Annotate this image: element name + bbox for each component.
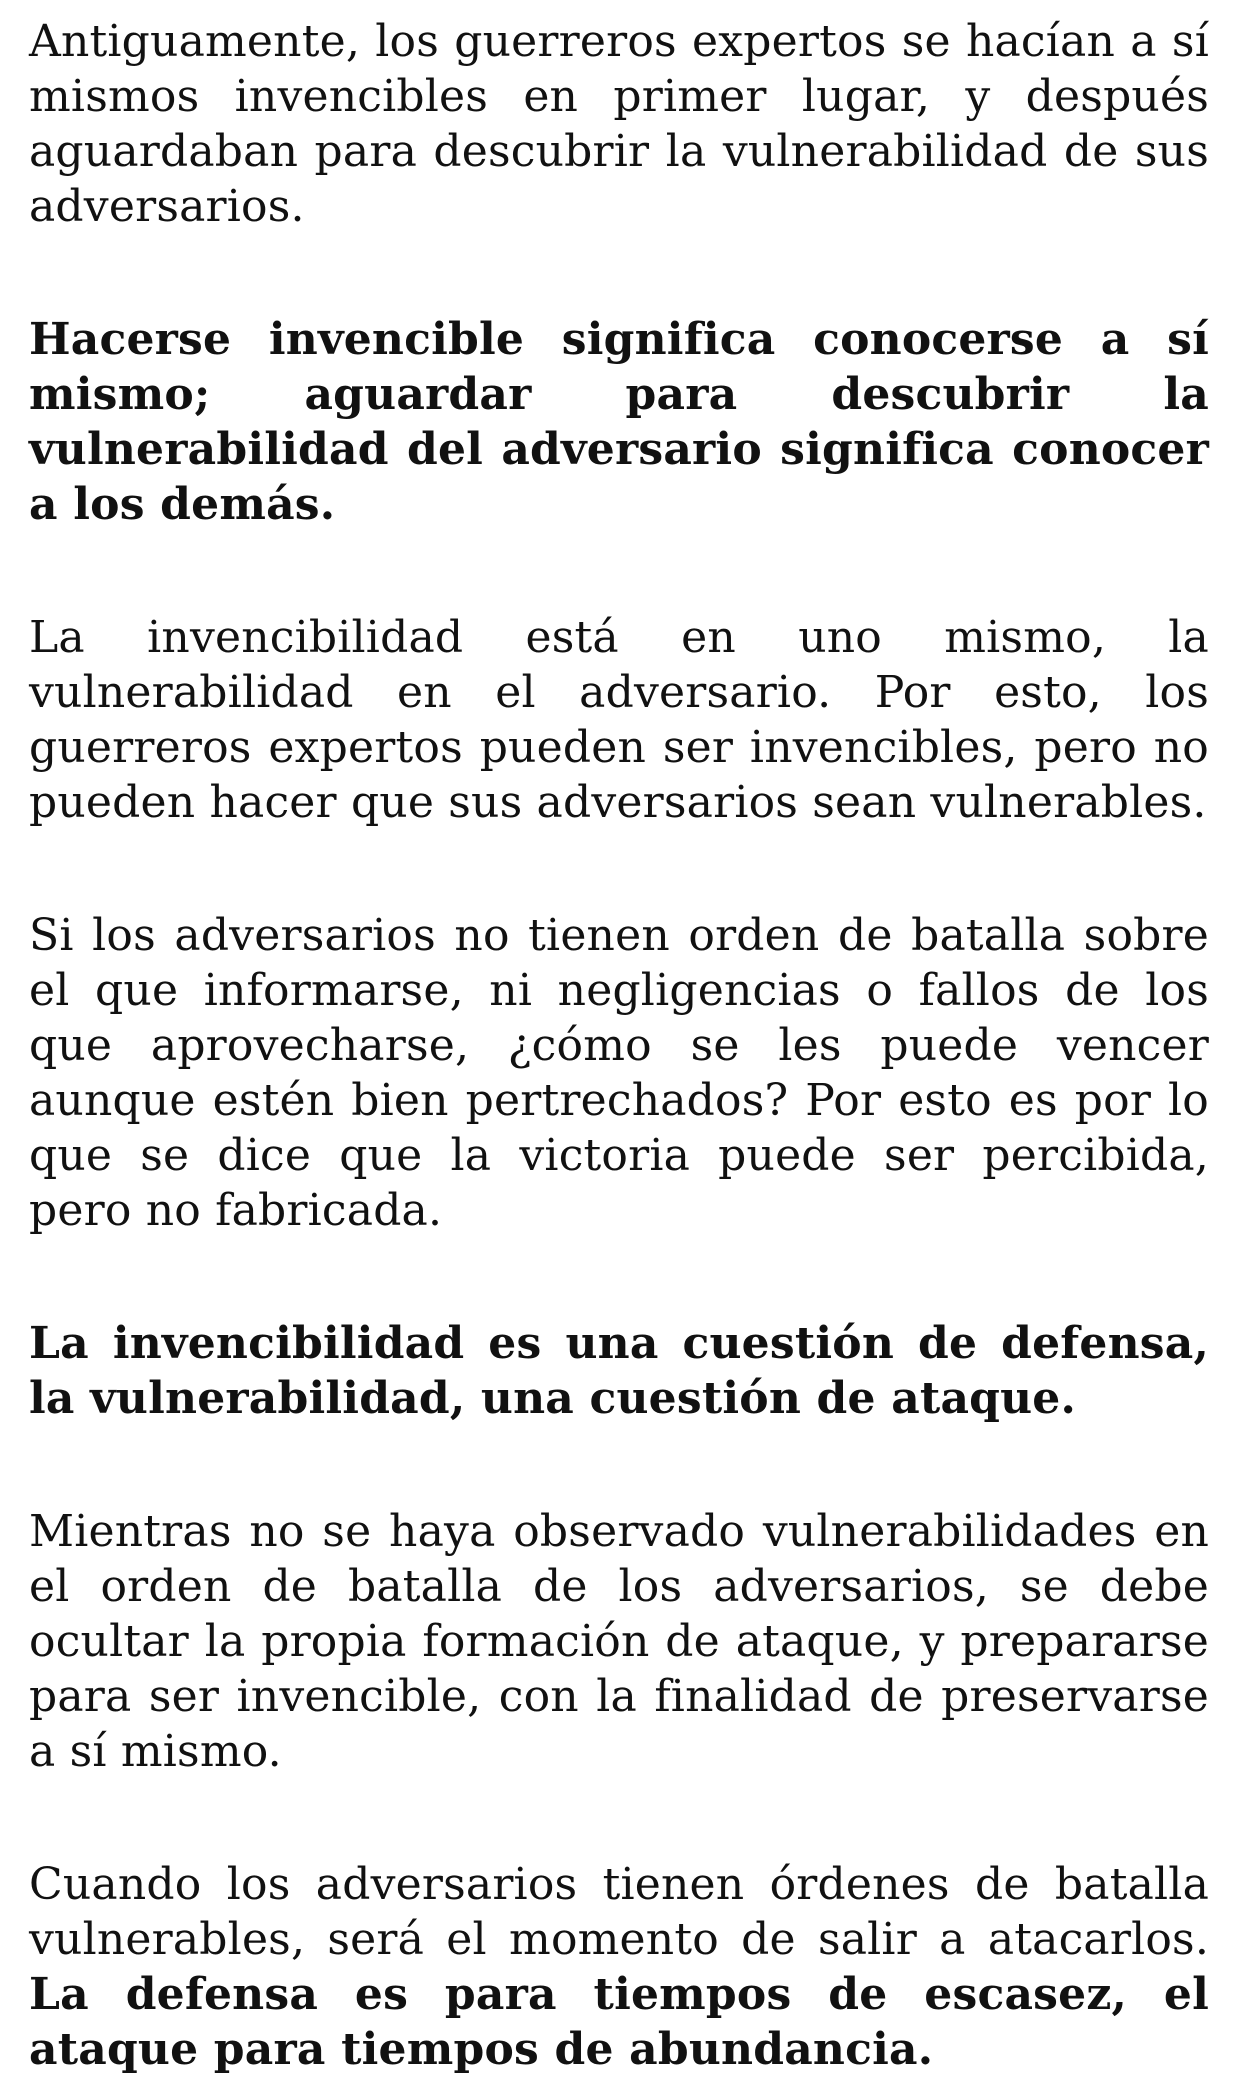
paragraph-7-bold-text: La defensa es para tiempos de escasez, el ataque para tiempos de abundancia. bbox=[29, 1969, 1209, 2075]
paragraph-7 bbox=[29, 1857, 1209, 2077]
paragraph-4: Si los adversarios no tienen orden de batalla sobre el que informarse, ni negligencias o fallos de los que aprovecharse, ¿cómo se les puede vencer aunque estén bien pertrechados? Por esto es por lo que se dice que la victoria puede ser percibida, pero no fabricada. bbox=[29, 910, 1209, 1236]
paragraph-3: La invencibilidad está en uno mismo, la vulnerabilidad en el adversario. Por esto, los guerreros expertos pueden ser invencibles, pero no pueden hacer que sus adversarios sean vulnerables. bbox=[29, 612, 1209, 828]
paragraph-5-bold: La invencibilidad es una cuestión de defensa, la vulnerabilidad, una cuestión de ataque. bbox=[29, 1318, 1209, 1424]
paragraph-6: Mientras no se haya observado vulnerabilidades en el orden de batalla de los adversarios, se debe ocultar la propia formación de ataque, y prepararse para ser invencible, con la finalidad de preservarse a sí mismo. bbox=[29, 1506, 1209, 1777]
paragraph-1: Antiguamente, los guerreros expertos se hacían a sí mismos invencibles en primer lugar, y después aguardaban para descubrir la vulnerabilidad de sus adversarios. bbox=[29, 16, 1209, 232]
document-page bbox=[29, 14, 1209, 2077]
paragraph-7-normal-text: Cuando los adversarios tienen órdenes de batalla vulnerables, será el momento de salir a atacarlos. bbox=[29, 1859, 1209, 1965]
paragraph-2-bold: Hacerse invencible significa conocerse a sí mismo; aguardar para descubrir la vulnerabilidad del adversario significa conocer a los demás. bbox=[29, 314, 1209, 530]
